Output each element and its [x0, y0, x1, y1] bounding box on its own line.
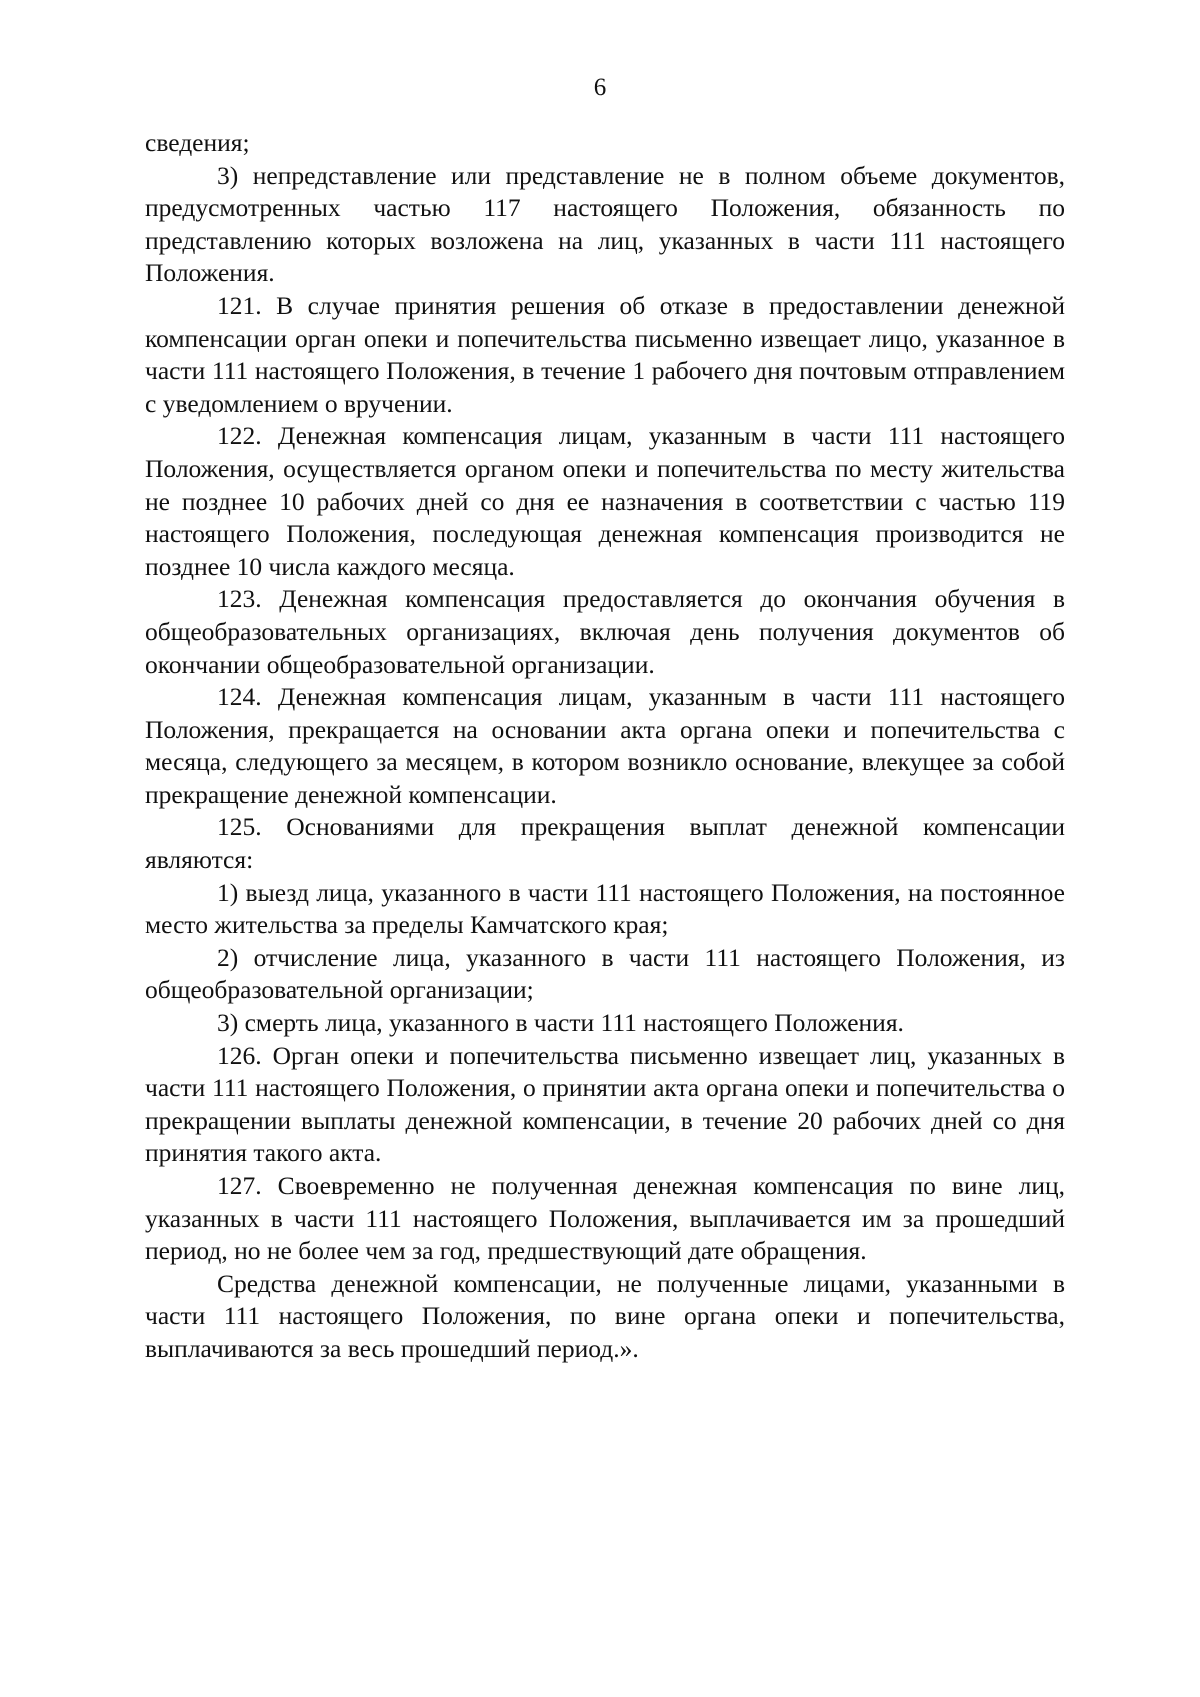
paragraph-125-item-1: 1) выезд лица, указанного в части 111 настоящего Положения, на постоянное место жительства за пределы Камчатского края;	[145, 877, 1065, 940]
paragraph-127: 127. Своевременно не полученная денежная компенсация по вине лиц, указанных в части 111 настоящего Положения, выплачивается им за прошедший период, но не более чем за год, предшествующий дате обращения.	[145, 1171, 1065, 1266]
paragraph-item-3: 3) непредставление или представление не в полном объеме документов, предусмотренных частью 117 настоящего Положения, обязанность по представлению которых возложена на лиц, указанных в части 111 настоящего Положения.	[145, 160, 1065, 288]
paragraph-continuation: сведения;	[145, 128, 250, 157]
paragraph-123: 123. Денежная компенсация предоставляется до окончания обучения в общеобразовательных организациях, включая день получения документов об окончании общеобразовательной организации.	[145, 584, 1065, 679]
paragraph-125: 125. Основаниями для прекращения выплат денежной компенсации являются:	[145, 812, 1065, 875]
page-number: 6	[593, 74, 607, 101]
paragraph-125-item-2: 2) отчисление лица, указанного в части 111 настоящего Положения, из общеобразовательной организации;	[145, 942, 1065, 1005]
paragraph-122: 122. Денежная компенсация лицам, указанным в части 111 настоящего Положения, осуществляется органом опеки и попечительства по месту жительства не позднее 10 рабочих дней со дня ее назначения в соответствии с частью 119 настоящего Положения, последующая денежная компенсация производится не позднее 10 числа каждого месяца.	[145, 421, 1065, 581]
document-body	[145, 127, 1065, 1366]
paragraph-124: 124. Денежная компенсация лицам, указанным в части 111 настоящего Положения, прекращается на основании акта органа опеки и попечительства с месяца, следующего за месяцем, в котором возникло основание, влекущее за собой прекращение денежной компенсации.	[145, 682, 1065, 809]
paragraph-127-continued: Средства денежной компенсации, не полученные лицами, указанными в части 111 настоящего Положения, по вине органа опеки и попечительства, выплачиваются за весь прошедший период.».	[145, 1268, 1065, 1363]
paragraph-126: 126. Орган опеки и попечительства письменно извещает лиц, указанных в части 111 настоящего Положения, о принятии акта органа опеки и попечительства о прекращении выплаты денежной компенсации, в течение 20 рабочих дней со дня принятия такого акта.	[145, 1040, 1065, 1168]
paragraph-125-item-3: 3) смерть лица, указанного в части 111 настоящего Положения.	[217, 1008, 904, 1038]
paragraph-121: 121. В случае принятия решения об отказе в предоставлении денежной компенсации орган опеки и попечительства письменно извещает лицо, указанное в части 111 настоящего Положения, в течение 1 рабочего дня почтовым отправлением с уведомлением о вручении.	[145, 290, 1065, 418]
